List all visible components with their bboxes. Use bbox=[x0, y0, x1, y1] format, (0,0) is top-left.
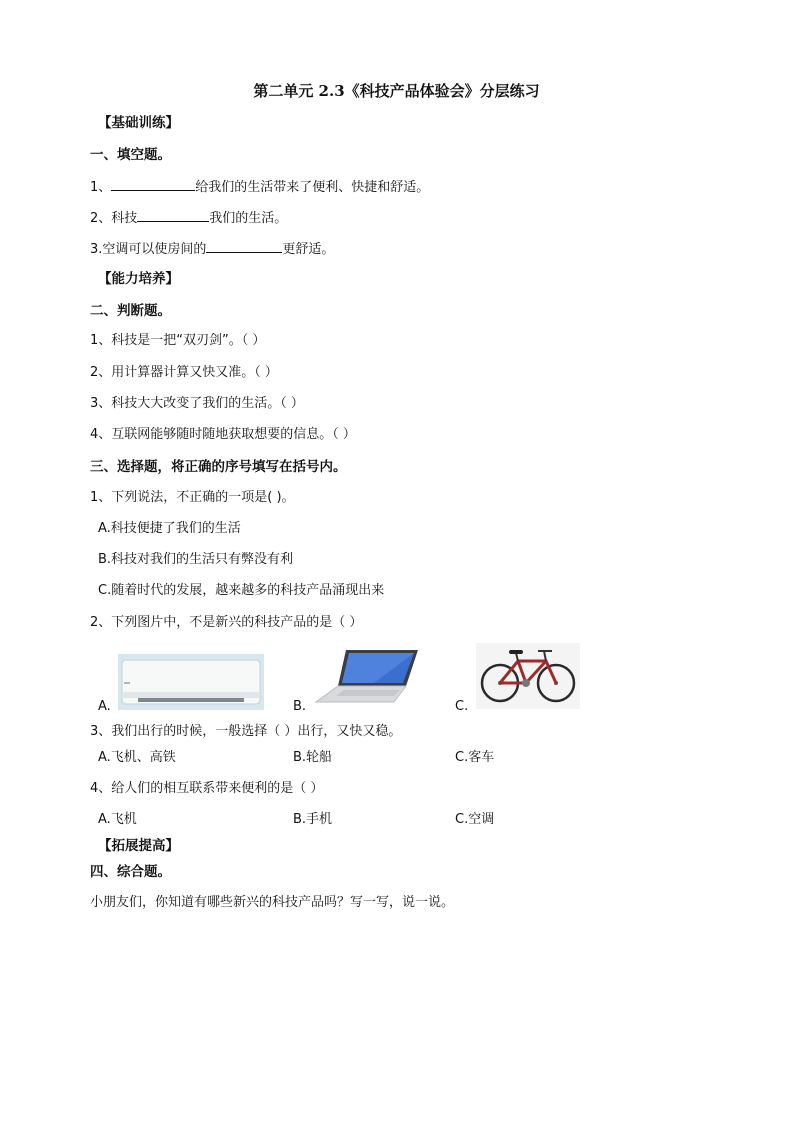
extension-header: 【拓展提高】 bbox=[98, 838, 179, 854]
comprehensive-prompt: 小朋友们，你知道有哪些新兴的科技产品吗？写一写，说一说。 bbox=[90, 895, 455, 910]
laptop-image bbox=[314, 646, 422, 712]
fill-question-1 bbox=[90, 177, 429, 197]
mc1-option-a: A.科技便捷了我们的生活 bbox=[98, 521, 241, 536]
tf-question-2: 2、用计算器计算又快又准。（ ） bbox=[90, 365, 278, 380]
mc1-option-b: B.科技对我们的生活只有弊没有利 bbox=[98, 552, 294, 567]
question-text: 2、科技 bbox=[90, 211, 138, 226]
air-conditioner-image bbox=[118, 654, 264, 714]
question-number: 1、 bbox=[90, 180, 112, 195]
tf-question-4: 4、互联网能够随时随地获取想要的信息。（ ） bbox=[90, 427, 356, 442]
mc-question-1: 1、下列说法，不正确的一项是( )。 bbox=[90, 490, 295, 505]
ability-training-header: 【能力培养】 bbox=[98, 271, 179, 287]
mc3-option-a: A.飞机、高铁 bbox=[98, 750, 176, 765]
tf-question-3: 3、科技大大改变了我们的生活。（ ） bbox=[90, 396, 304, 411]
question-text: 更舒适。 bbox=[282, 242, 335, 257]
question-text: 给我们的生活带来了便利、快捷和舒适。 bbox=[195, 180, 430, 195]
section-fill-blank-title: 一、填空题。 bbox=[90, 147, 171, 163]
answer-blank[interactable] bbox=[137, 208, 209, 222]
section-comprehensive-title: 四、综合题。 bbox=[90, 864, 171, 880]
basic-training-header: 【基础训练】 bbox=[98, 115, 179, 131]
fill-question-3 bbox=[90, 239, 334, 259]
bicycle-image bbox=[476, 643, 580, 713]
mc-question-4: 4、给人们的相互联系带来便利的是（ ） bbox=[90, 781, 324, 796]
tf-question-1: 1、科技是一把“双刃剑”。（ ） bbox=[90, 333, 266, 348]
mc2-option-b: B. bbox=[293, 699, 307, 714]
mc3-option-b: B.轮船 bbox=[293, 750, 333, 765]
mc3-option-c: C.客车 bbox=[455, 750, 495, 765]
mc4-option-b: B.手机 bbox=[293, 812, 333, 827]
fill-question-2 bbox=[90, 208, 287, 228]
mc1-option-c: C.随着时代的发展，越来越多的科技产品涌现出来 bbox=[98, 583, 385, 598]
page-title: 第二单元 2.3《科技产品体验会》分层练习 bbox=[253, 82, 540, 100]
answer-blank[interactable] bbox=[206, 239, 282, 253]
section-multiple-choice-title: 三、选择题，将正确的序号填写在括号内。 bbox=[90, 459, 347, 475]
mc4-option-a: A.飞机 bbox=[98, 812, 137, 827]
mc-question-2: 2、下列图片中，不是新兴的科技产品的是（ ） bbox=[90, 615, 363, 630]
question-text: 我们的生活。 bbox=[209, 211, 288, 226]
mc2-option-c: C. bbox=[455, 699, 469, 714]
question-text: 3.空调可以使房间的 bbox=[90, 242, 207, 257]
answer-blank[interactable] bbox=[111, 177, 195, 191]
mc2-option-a: A. bbox=[98, 699, 111, 714]
mc4-option-c: C.空调 bbox=[455, 812, 495, 827]
mc-question-3: 3、我们出行的时候，一般选择（ ）出行，又快又稳。 bbox=[90, 724, 402, 739]
section-true-false-title: 二、判断题。 bbox=[90, 303, 171, 319]
